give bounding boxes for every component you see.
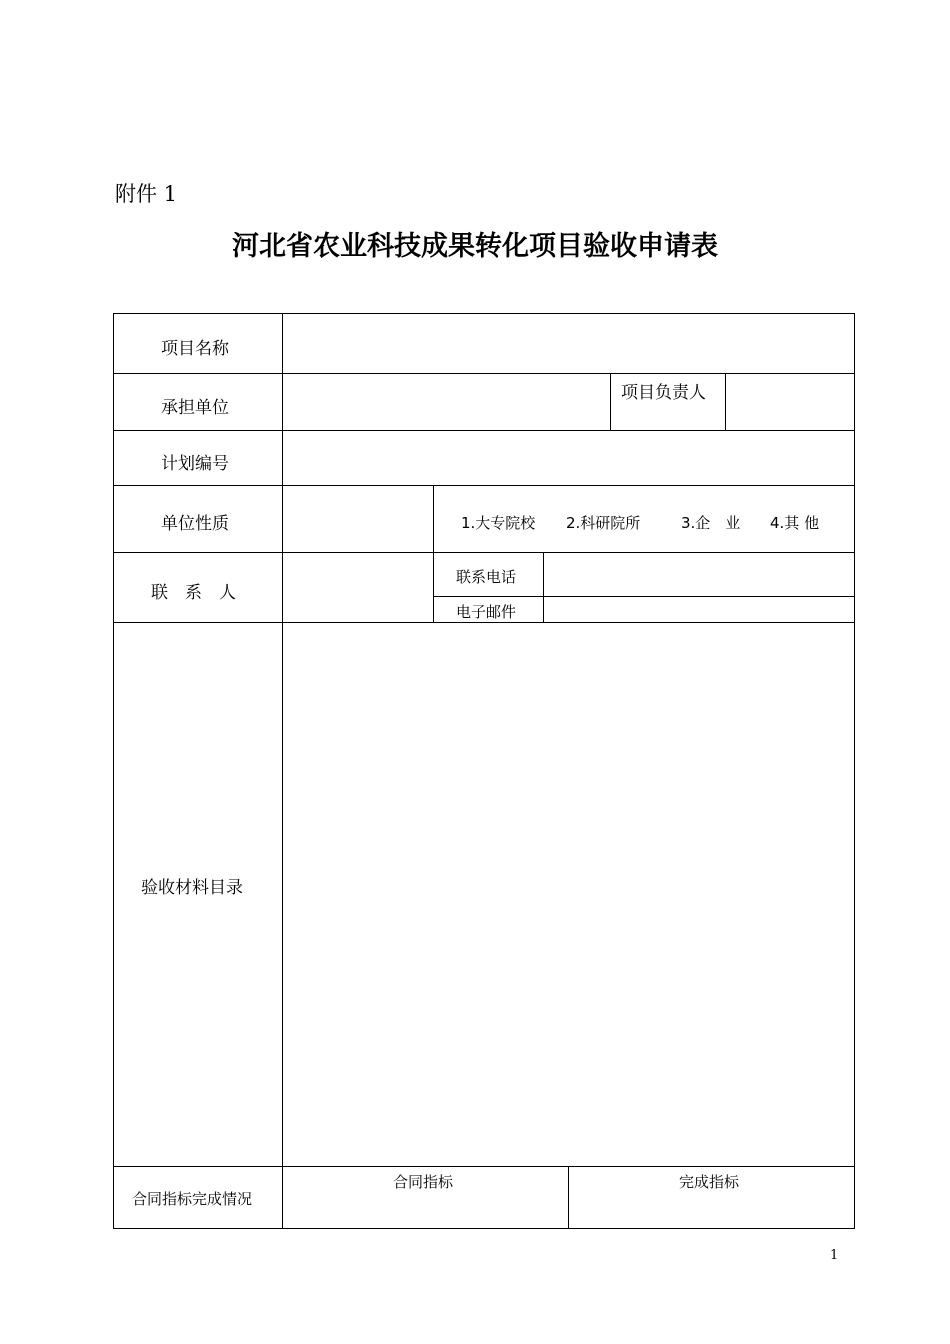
- contract-index-label: 合同指标: [393, 1173, 454, 1191]
- row-divider: [113, 622, 855, 623]
- contact-label: 联 系 人: [151, 583, 236, 603]
- email-label: 电子邮件: [456, 603, 517, 621]
- unit-nature-option: 4.其 他: [770, 514, 820, 532]
- leader-label: 项目负责人: [621, 383, 706, 403]
- materials-label: 验收材料目录: [141, 878, 243, 898]
- column-divider: [543, 552, 544, 622]
- row-divider: [113, 1166, 855, 1167]
- undertaker-label: 承担单位: [161, 398, 229, 418]
- plan-number-label: 计划编号: [161, 454, 229, 474]
- form-title: 河北省农业科技成果转化项目验收申请表: [232, 231, 718, 262]
- row-divider: [113, 373, 855, 374]
- unit-nature-option: 3.企 业: [681, 514, 741, 532]
- completed-index-label: 完成指标: [679, 1173, 740, 1191]
- column-divider: [282, 313, 283, 1229]
- column-divider: [725, 373, 726, 430]
- row-divider: [433, 596, 855, 597]
- unit-nature-option: 2.科研院所: [566, 514, 641, 532]
- column-divider: [433, 485, 434, 622]
- row-divider: [113, 485, 855, 486]
- row-divider: [113, 430, 855, 431]
- unit-nature-option: 1.大专院校: [461, 514, 536, 532]
- page-number: 1: [830, 1248, 839, 1263]
- phone-label: 联系电话: [456, 568, 517, 586]
- column-divider: [568, 1166, 569, 1229]
- contract-status-label: 合同指标完成情况: [132, 1190, 253, 1208]
- project-name-label: 项目名称: [161, 339, 229, 359]
- column-divider: [610, 373, 611, 430]
- unit-nature-label: 单位性质: [161, 514, 229, 534]
- attachment-label: 附件 1: [115, 182, 178, 206]
- row-divider: [113, 552, 855, 553]
